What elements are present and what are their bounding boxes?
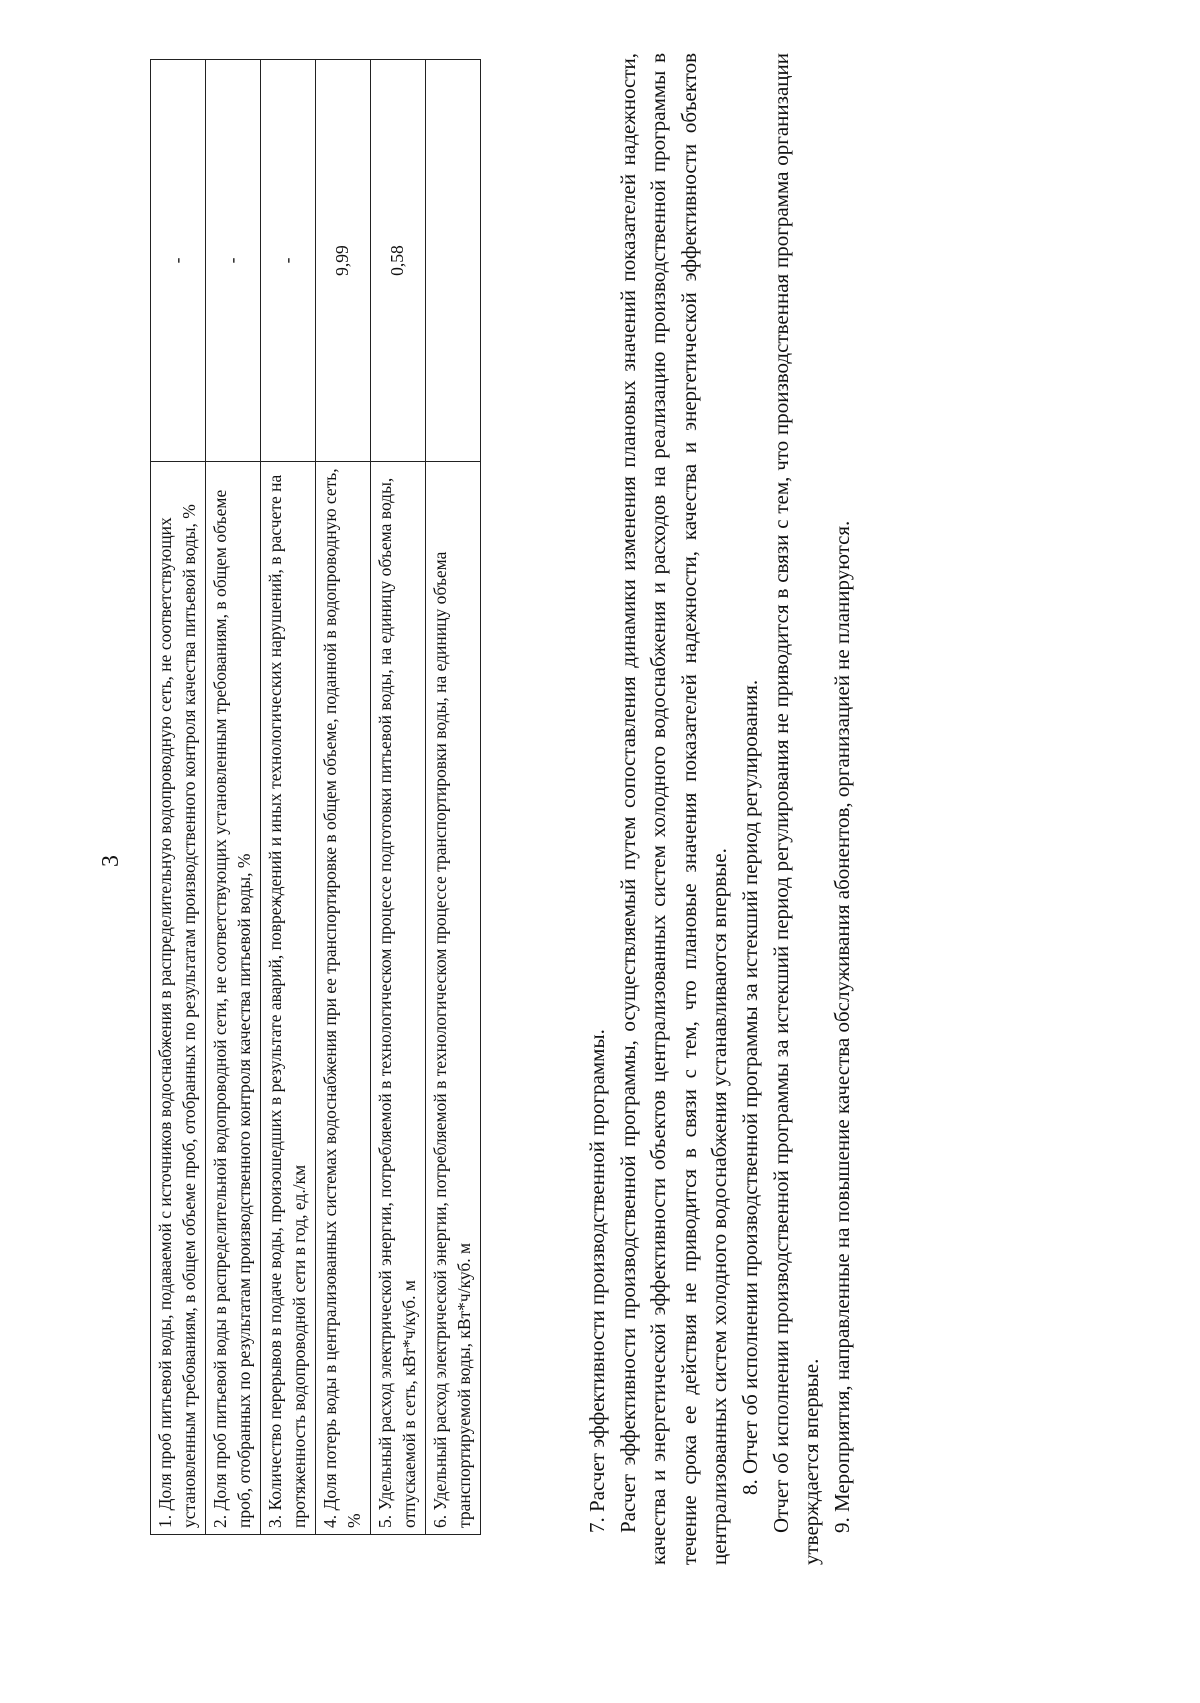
indicator-label: 5. Удельный расход электрической энергии, потребляемой в технологическом процессе подготовки питьевой воды, на единицу объема воды, отпускаемой в сеть, кВт*ч/куб. м [371, 462, 426, 1535]
table-row [426, 60, 481, 1535]
indicator-label: 6. Удельный расход электрической энергии, потребляемой в технологическом процессе транспортировки воды, на единицу объема транспортируемой воды, кВт*ч/куб. м [426, 462, 481, 1535]
table-row [151, 60, 206, 1535]
indicator-label: 2. Доля проб питьевой воды в распределительной водопроводной сети, не соответствующих установленным требованиям, в общем объеме проб, отобранных по результатам производственного контроля качества питьевой воды, % [206, 462, 261, 1535]
indicator-value: 0,58 [371, 60, 426, 462]
table-row [371, 60, 426, 1535]
section-7-text: Расчет эффективности производственной программы, осуществляемый путем сопоставления динамики изменения плановых значений показателей надежности, качества и энергетической эффективности объектов централизованных систем холодного водоснабжения и расходов на реализацию производственной программы в течение срока ее действия не приводится в связи с тем, что плановые значения показателей надежности, качества и энергетической эффективности объектов централизованных систем холодного водоснабжения устанавливаются впервые. [615, 53, 732, 1565]
indicator-label: 3. Количество перерывов в подаче воды, произошедших в результате аварий, повреждений и иных технологических нарушений, в расчете на протяженность водопроводной сети в год, ед./км [261, 462, 316, 1535]
page-number: 3 [98, 855, 124, 867]
indicator-label: 4. Доля потерь воды в централизованных системах водоснабжения при ее транспортировке в общем объеме, поданной в водопроводную сеть, % [316, 462, 371, 1535]
indicator-value: - [206, 60, 261, 462]
indicator-value [426, 60, 481, 462]
section-7-heading: 7. Расчет эффективности производственной программы. [585, 1029, 609, 1533]
section-8-heading: 8. Отчет об исполнении производственной программы за истекший период регулирования. [737, 679, 762, 1495]
indicator-value: 9,99 [316, 60, 371, 462]
table-row [261, 60, 316, 1535]
section-8-text: Отчет об исполнении производственной программы за истекший период регулирования не приводится в связи с тем, что производственная программа организации утверждается впервые. [768, 53, 824, 1565]
table-row [316, 60, 371, 1535]
section-9-text: 9. Мероприятия, направленные на повышение качества обслуживания абонентов, организацией не планируются. [829, 520, 854, 1533]
indicator-value: - [261, 60, 316, 462]
table-row [206, 60, 261, 1535]
indicator-label: 1. Доля проб питьевой воды, подаваемой с источников водоснабжения в распределительную водопроводную сеть, не соответствующих установленным требованиям, в общем объеме проб, отобранных по результатам производственного контроля качества питьевой воды, % [151, 462, 206, 1535]
indicator-value: - [151, 60, 206, 462]
indicators-table [150, 59, 481, 1535]
body-text [582, 53, 857, 1565]
